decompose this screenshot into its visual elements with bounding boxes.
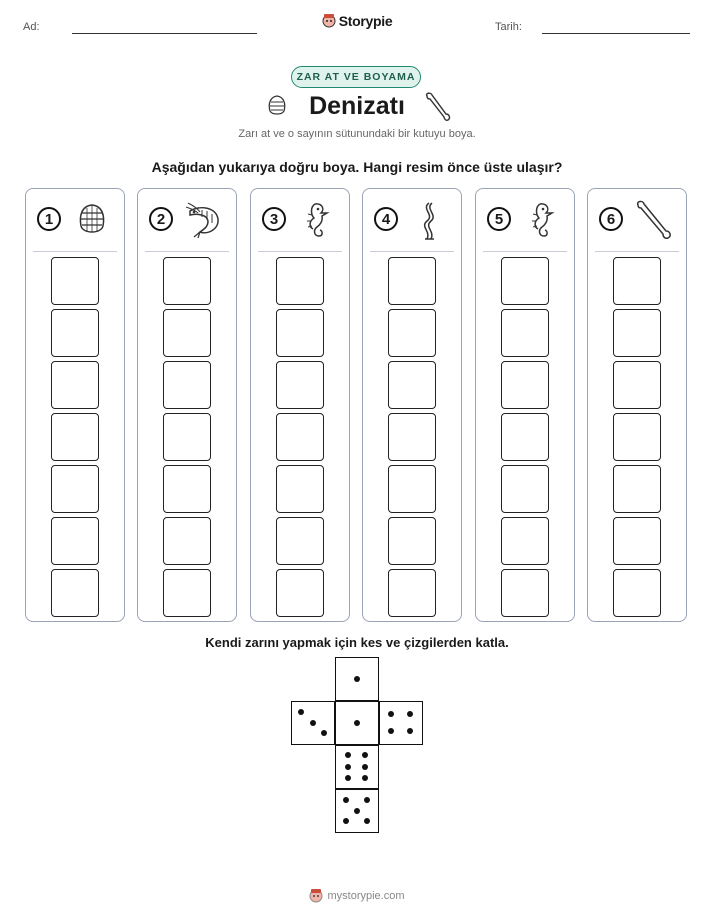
column-4 <box>362 188 462 622</box>
dice-face-6 <box>335 745 379 789</box>
color-box[interactable] <box>501 465 549 513</box>
date-label: Tarih: <box>495 21 522 33</box>
color-box[interactable] <box>51 413 99 461</box>
color-box[interactable] <box>388 465 436 513</box>
dice-pip <box>362 775 368 781</box>
column-number: 2 <box>149 207 173 231</box>
column-2 <box>137 188 237 622</box>
color-box[interactable] <box>163 517 211 565</box>
column-divider <box>595 251 679 252</box>
bone-icon <box>424 92 452 122</box>
color-box[interactable] <box>613 257 661 305</box>
seaweed-icon <box>407 199 451 243</box>
bone-icon <box>632 199 676 243</box>
color-box[interactable] <box>613 361 661 409</box>
shell-icon <box>70 199 114 243</box>
dice-pip <box>298 709 304 715</box>
date-line[interactable] <box>542 33 690 34</box>
brand-name: Storypie <box>338 13 393 29</box>
dice-pip <box>354 720 360 726</box>
dice-instruction: Kendi zarını yapmak için kes ve çizgilerden katla. <box>205 635 509 650</box>
column-divider <box>483 251 567 252</box>
color-box[interactable] <box>388 257 436 305</box>
color-box[interactable] <box>276 361 324 409</box>
column-5 <box>475 188 575 622</box>
color-box[interactable] <box>51 309 99 357</box>
dice-face-4 <box>379 701 423 745</box>
dice-pip <box>407 728 413 734</box>
color-box[interactable] <box>388 569 436 617</box>
column-number: 5 <box>487 207 511 231</box>
dice-pip <box>321 730 327 736</box>
color-box[interactable] <box>388 361 436 409</box>
color-box[interactable] <box>276 309 324 357</box>
column-number: 3 <box>262 207 286 231</box>
color-box[interactable] <box>501 309 549 357</box>
dice-pip <box>362 752 368 758</box>
color-box[interactable] <box>276 413 324 461</box>
dice-pip <box>388 728 394 734</box>
column-number: 4 <box>374 207 398 231</box>
color-box[interactable] <box>613 413 661 461</box>
color-box[interactable] <box>501 517 549 565</box>
color-box[interactable] <box>388 517 436 565</box>
color-box[interactable] <box>501 569 549 617</box>
column-divider <box>258 251 342 252</box>
footer <box>0 888 714 904</box>
instruction-text: Aşağıdan yukarıya doğru boya. Hangi resim önce üste ulaşır? <box>151 159 563 175</box>
color-box[interactable] <box>613 569 661 617</box>
name-line[interactable] <box>72 33 257 34</box>
column-6 <box>587 188 687 622</box>
name-label: Ad: <box>23 21 40 33</box>
dice-pip <box>364 797 370 803</box>
dice-pip <box>354 808 360 814</box>
column-number: 1 <box>37 207 61 231</box>
storypie-mascot-icon <box>322 13 336 29</box>
color-box[interactable] <box>388 413 436 461</box>
column-divider <box>33 251 117 252</box>
color-box[interactable] <box>163 257 211 305</box>
column-divider <box>145 251 229 252</box>
footer-url: mystorypie.com <box>327 890 405 902</box>
dice-pip <box>343 797 349 803</box>
color-box[interactable] <box>501 413 549 461</box>
dice-face-1 <box>335 657 379 701</box>
activity-badge: ZAR AT VE BOYAMA <box>291 66 421 88</box>
color-box[interactable] <box>501 361 549 409</box>
dice-pip <box>354 676 360 682</box>
color-box[interactable] <box>613 309 661 357</box>
seahorse-icon <box>520 199 564 243</box>
page-title: Denizatı <box>309 92 405 120</box>
column-number: 6 <box>599 207 623 231</box>
storypie-mascot-icon <box>309 888 323 904</box>
shrimp-icon <box>182 199 226 243</box>
dice-pip <box>345 775 351 781</box>
color-box[interactable] <box>163 465 211 513</box>
color-box[interactable] <box>163 309 211 357</box>
color-box[interactable] <box>163 569 211 617</box>
color-box[interactable] <box>613 465 661 513</box>
color-box[interactable] <box>501 257 549 305</box>
color-box[interactable] <box>163 413 211 461</box>
dice-face-3 <box>291 701 335 745</box>
dice-pip <box>388 711 394 717</box>
color-box[interactable] <box>51 361 99 409</box>
page-subtitle: Zarı at ve o sayının sütunundaki bir kutuyu boya. <box>238 128 476 140</box>
color-box[interactable] <box>276 257 324 305</box>
color-box[interactable] <box>163 361 211 409</box>
color-box[interactable] <box>51 569 99 617</box>
dice-pip <box>407 711 413 717</box>
seahorse-icon <box>295 199 339 243</box>
dice-pip <box>310 720 316 726</box>
color-box[interactable] <box>276 569 324 617</box>
color-box[interactable] <box>51 465 99 513</box>
dice-pip <box>345 752 351 758</box>
column-1 <box>25 188 125 622</box>
dice-pip <box>343 818 349 824</box>
color-box[interactable] <box>51 257 99 305</box>
color-box[interactable] <box>276 517 324 565</box>
dice-pip <box>345 764 351 770</box>
dice-pip <box>364 818 370 824</box>
column-divider <box>370 251 454 252</box>
dice-pip <box>362 764 368 770</box>
color-box[interactable] <box>276 465 324 513</box>
brand-logo <box>0 13 714 29</box>
color-box[interactable] <box>613 517 661 565</box>
color-box[interactable] <box>388 309 436 357</box>
column-3 <box>250 188 350 622</box>
color-box[interactable] <box>51 517 99 565</box>
dice-face-1 <box>335 701 379 745</box>
dice-face-5 <box>335 789 379 833</box>
